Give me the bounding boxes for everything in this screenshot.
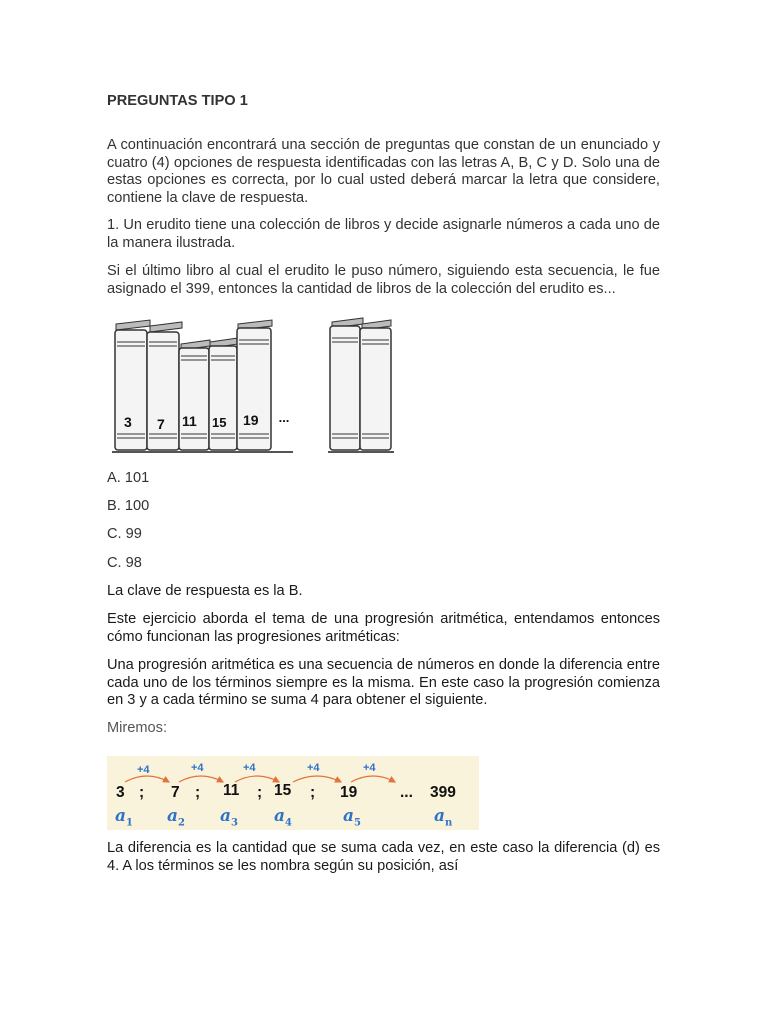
books-ellipsis: ... [278,410,290,425]
index-an: $a_n$ [434,806,453,829]
explanation-paragraph-2: Una progresión aritmética es una secuencia de números en donde la diferencia entre cada uno de los términos siempre es la misma. En este caso la progresión comienza en 3 y a cada término se suma 4 para obtener el siguiente. [107,657,660,708]
book-number-3: 11 [182,413,197,429]
option-b: B. 100 [107,498,150,514]
answer-key: La clave de respuesta es la B. [107,583,303,599]
term-2: 7 [171,784,180,801]
intro-paragraph: A continuación encontrará una sección de preguntas que constan de un enunciado y cuatro (4) opciones de respuesta identificadas con las letras A, B, C y D. Solo una de estas opciones es correcta, por lo cual usted deberá marcar la letra que considere, contiene la clave de respuesta. [107,137,660,206]
book-4 [209,338,238,450]
books-figure [110,312,295,455]
separator-1: ; [139,784,145,801]
option-c: C. 99 [107,526,142,542]
option-a: A. 101 [107,470,150,486]
term-3: 11 [223,782,240,799]
increment-label-1: +4 [137,764,150,776]
term-last: 399 [430,784,456,801]
book-number-2: 7 [157,416,165,432]
page-heading: PREGUNTAS TIPO 1 [107,93,248,109]
books-figure-end [327,312,395,455]
increment-label-3: +4 [243,762,256,774]
increment-arrows [107,756,479,830]
closing-paragraph: La diferencia es la cantidad que se suma cada vez, en este caso la diferencia (d) es 4. A los términos se les nombra según su posición, así [107,840,660,874]
index-a3: $a_3$ [220,806,238,829]
increment-label-2: +4 [191,762,204,774]
index-a2: $a_2$ [167,806,185,829]
book-3 [179,340,210,450]
index-a1: $a_1$ [115,806,133,829]
term-1: 3 [116,784,125,801]
book-number-5: 19 [243,412,259,428]
book-last-2 [360,320,391,450]
book-last-1 [330,318,363,450]
book-1 [115,320,150,450]
term-4: 15 [274,782,292,799]
miremos-label: Miremos: [107,720,167,736]
sequence-figure [107,756,479,830]
index-a5: $a_5$ [343,806,361,829]
book-number-4: 15 [212,415,227,430]
book-number-1: 3 [124,414,132,430]
increment-label-5: +4 [363,762,376,774]
option-d: C. 98 [107,555,142,571]
explanation-paragraph-1: Este ejercicio aborda el tema de una progresión aritmética, entendamos entonces cómo funcionan las progresiones aritméticas: [107,611,660,645]
question-paragraph: 1. Un erudito tiene una colección de libros y decide asignarle números a cada uno de la manera ilustrada. [107,217,660,251]
term-5: 19 [340,784,358,801]
sequence-ellipsis: ... [400,784,413,801]
separator-3: ; [257,784,263,801]
separator-4: ; [310,784,316,801]
book-5 [237,320,272,450]
index-a4: $a_4$ [274,806,292,829]
increment-label-4: +4 [307,762,320,774]
separator-2: ; [195,784,201,801]
question-detail-paragraph: Si el último libro al cual el erudito le puso número, siguiendo esta secuencia, le fue asignado el 399, entonces la cantidad de libros de la colección del erudito es... [107,263,660,297]
